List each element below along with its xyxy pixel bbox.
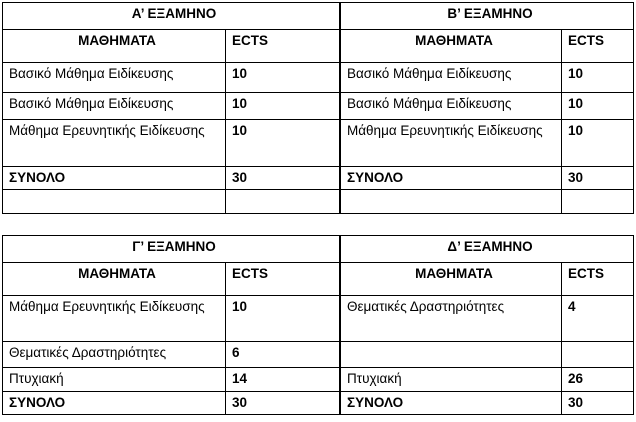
semester-c-table xyxy=(2,235,340,415)
total-row xyxy=(3,167,340,190)
course-name: Πτυχιακή xyxy=(3,368,226,392)
semester-title: Γ’ ΕΞΑΜΗΝΟ xyxy=(3,236,340,263)
course-name: Θεματικές Δραστηριότητες xyxy=(341,296,562,342)
course-name: Μάθημα Ερευνητικής Ειδίκευσης xyxy=(3,120,226,167)
total-row xyxy=(341,167,634,190)
total-row xyxy=(341,392,634,415)
total-label: ΣΥΝΟΛΟ xyxy=(341,167,562,190)
column-header-ects: ECTS xyxy=(562,30,634,63)
total-value: 30 xyxy=(226,392,340,415)
course-ects: 10 xyxy=(226,63,340,93)
table-row xyxy=(3,368,340,392)
total-label: ΣΥΝΟΛΟ xyxy=(3,392,226,415)
table-row xyxy=(341,120,634,167)
empty-cell xyxy=(341,190,562,214)
total-value: 30 xyxy=(226,167,340,190)
total-label: ΣΥΝΟΛΟ xyxy=(341,392,562,415)
course-ects: 10 xyxy=(226,93,340,120)
table-row xyxy=(341,368,634,392)
course-ects: 10 xyxy=(226,296,340,342)
course-ects: 6 xyxy=(226,342,340,368)
table-row xyxy=(341,63,634,93)
course-ects xyxy=(562,342,634,368)
course-ects: 14 xyxy=(226,368,340,392)
semester-a-table xyxy=(2,2,340,214)
table-row xyxy=(3,342,340,368)
course-ects: 10 xyxy=(226,120,340,167)
total-value: 30 xyxy=(562,392,634,415)
column-header-courses: ΜΑΘΗΜΑΤΑ xyxy=(3,30,226,63)
total-row xyxy=(3,392,340,415)
empty-row xyxy=(3,190,340,214)
course-name xyxy=(341,342,562,368)
course-name: Θεματικές Δραστηριότητες xyxy=(3,342,226,368)
semester-title: Δ’ ΕΞΑΜΗΝΟ xyxy=(341,236,634,263)
semester-title: Β’ ΕΞΑΜΗΝΟ xyxy=(341,3,634,30)
empty-cell xyxy=(562,190,634,214)
course-ects: 26 xyxy=(562,368,634,392)
semester-d-table xyxy=(340,235,634,415)
table-row xyxy=(3,93,340,120)
course-name: Πτυχιακή xyxy=(341,368,562,392)
total-label: ΣΥΝΟΛΟ xyxy=(3,167,226,190)
course-ects: 10 xyxy=(562,63,634,93)
empty-row xyxy=(341,190,634,214)
course-ects: 10 xyxy=(562,120,634,167)
column-header-ects: ECTS xyxy=(562,263,634,296)
table-row xyxy=(3,120,340,167)
course-ects: 10 xyxy=(562,93,634,120)
course-name: Μάθημα Ερευνητικής Ειδίκευσης xyxy=(341,120,562,167)
course-name: Βασικό Μάθημα Ειδίκευσης xyxy=(3,63,226,93)
course-ects: 4 xyxy=(562,296,634,342)
course-name: Μάθημα Ερευνητικής Ειδίκευσης xyxy=(3,296,226,342)
column-header-ects: ECTS xyxy=(226,263,340,296)
column-header-ects: ECTS xyxy=(226,30,340,63)
table-row xyxy=(3,296,340,342)
empty-cell xyxy=(226,190,340,214)
course-name: Βασικό Μάθημα Ειδίκευσης xyxy=(341,93,562,120)
semester-title: Α’ ΕΞΑΜΗΝΟ xyxy=(3,3,340,30)
table-row xyxy=(3,63,340,93)
total-value: 30 xyxy=(562,167,634,190)
course-name: Βασικό Μάθημα Ειδίκευσης xyxy=(341,63,562,93)
empty-cell xyxy=(3,190,226,214)
column-header-courses: ΜΑΘΗΜΑΤΑ xyxy=(341,30,562,63)
table-row xyxy=(341,296,634,342)
course-name: Βασικό Μάθημα Ειδίκευσης xyxy=(3,93,226,120)
column-header-courses: ΜΑΘΗΜΑΤΑ xyxy=(341,263,562,296)
table-row xyxy=(341,93,634,120)
table-row xyxy=(341,342,634,368)
column-header-courses: ΜΑΘΗΜΑΤΑ xyxy=(3,263,226,296)
semester-b-table xyxy=(340,2,634,214)
